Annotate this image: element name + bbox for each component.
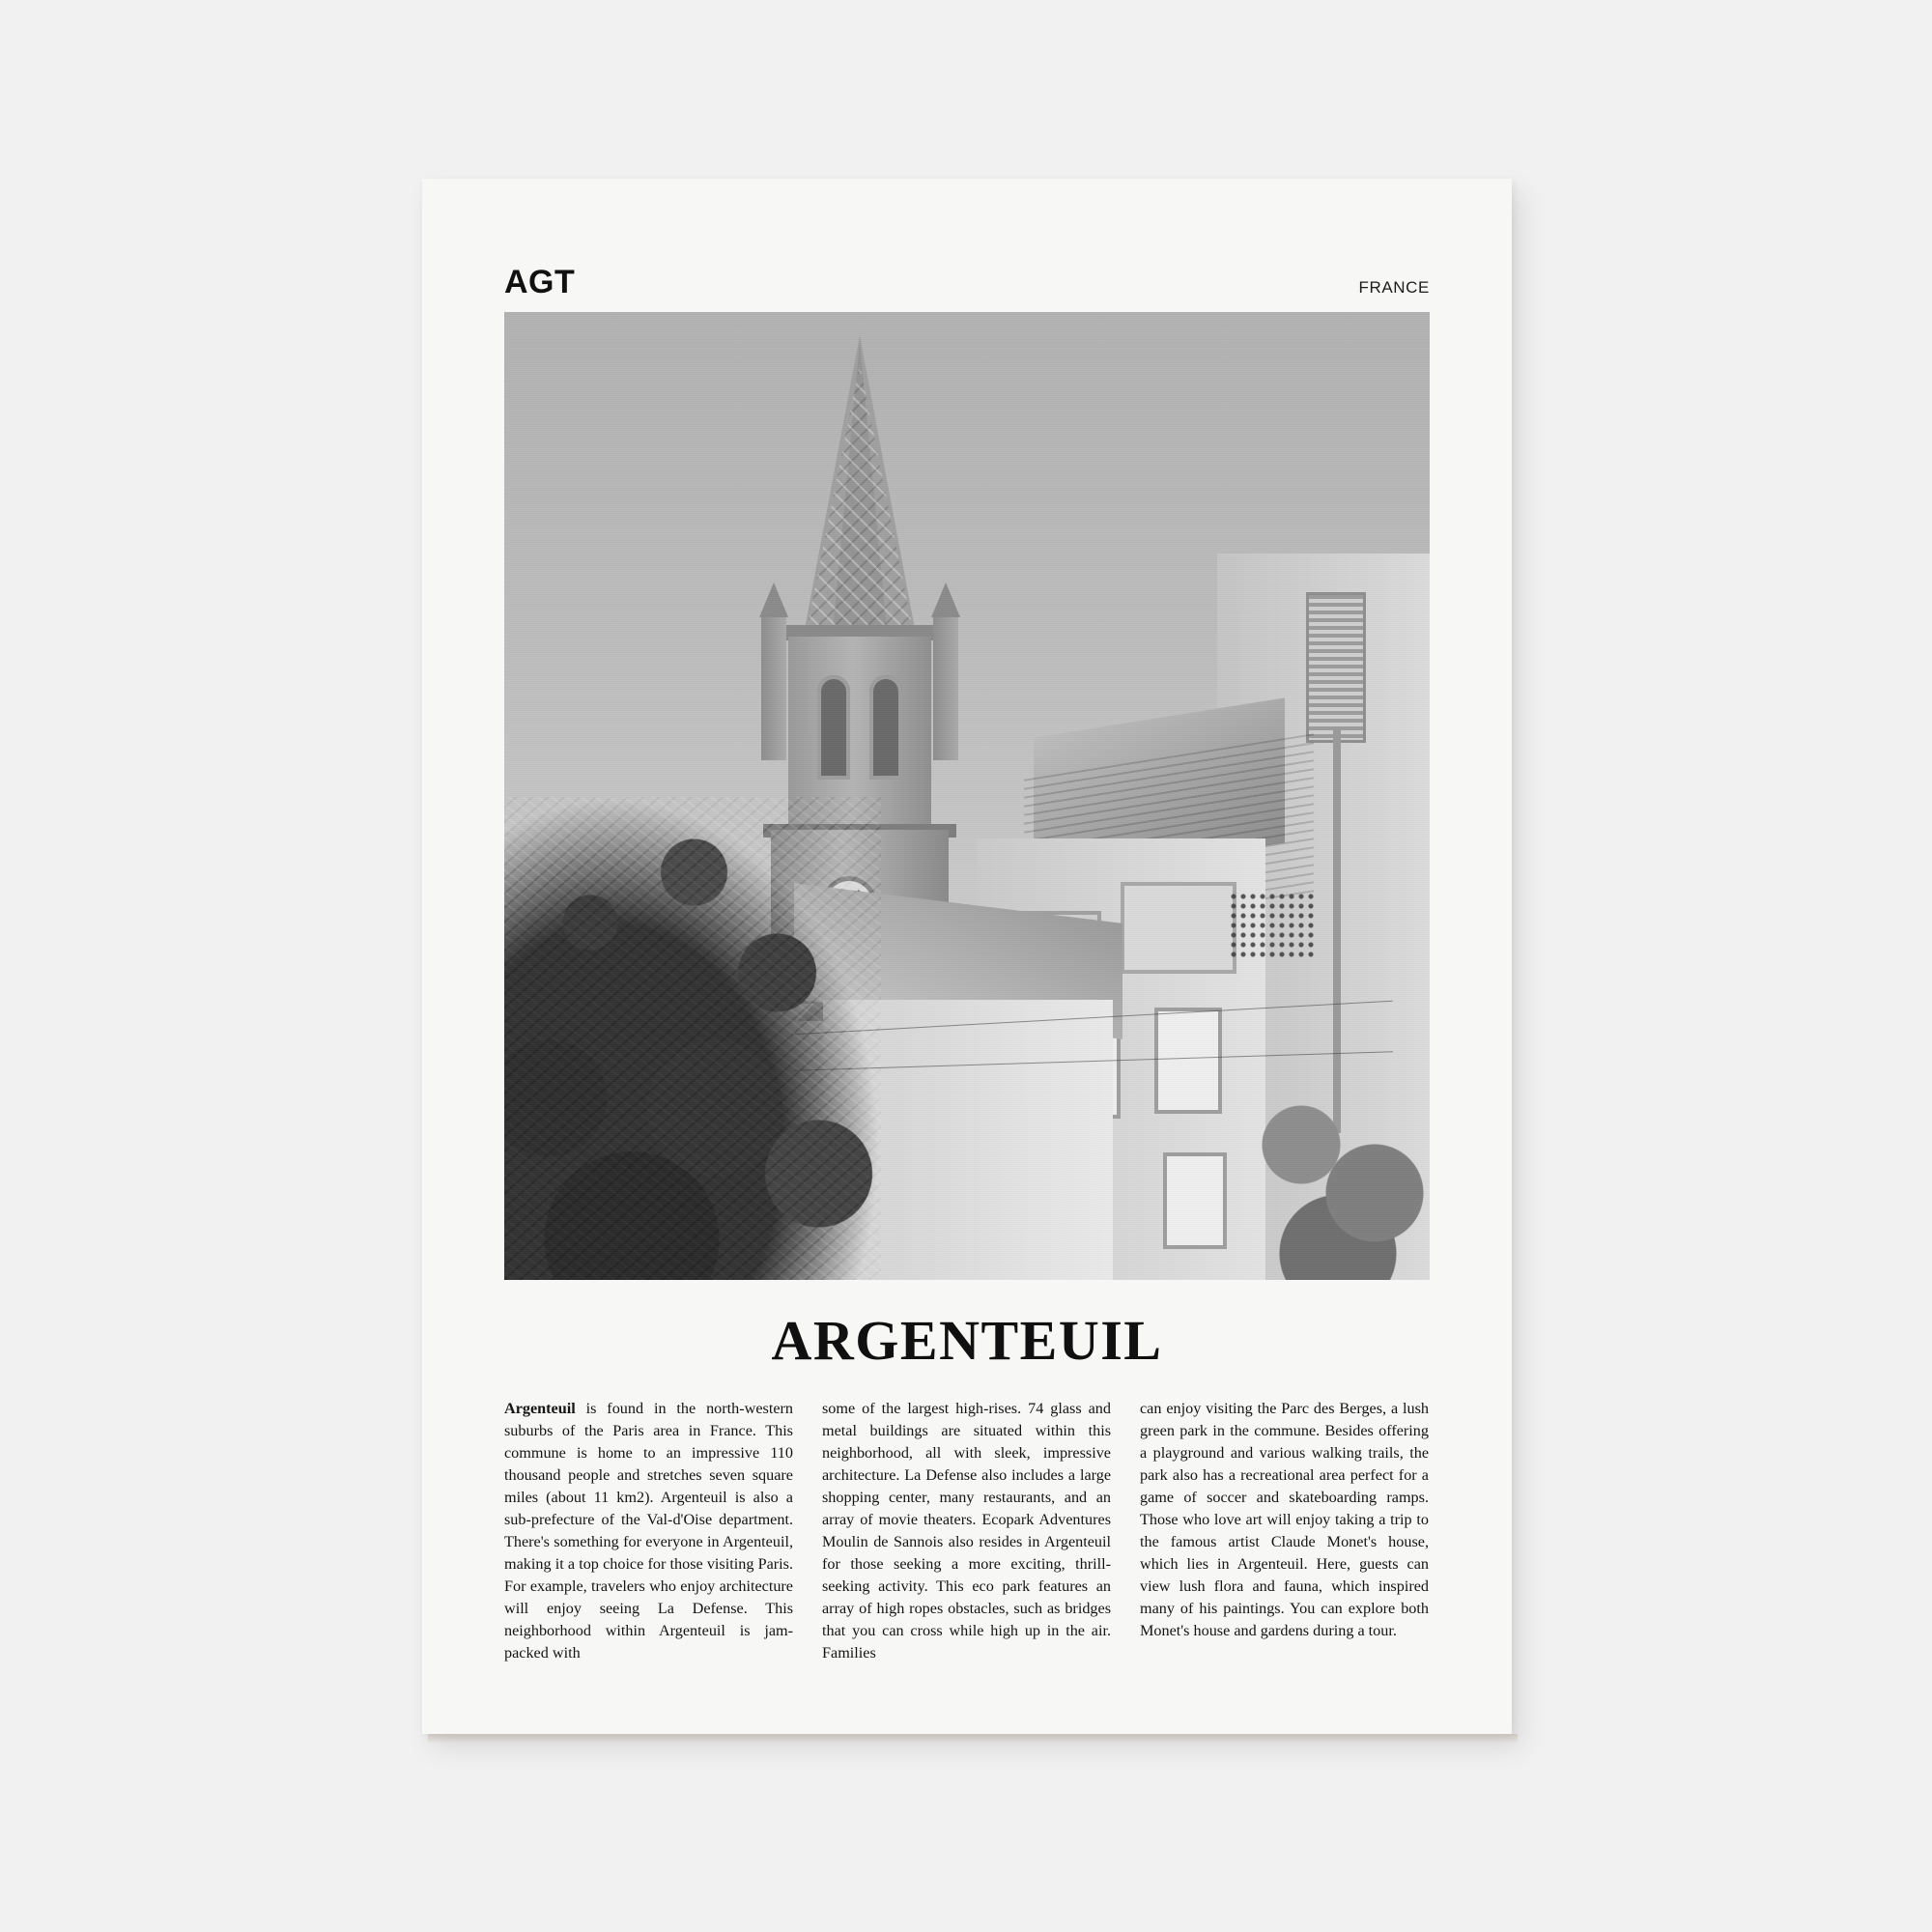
body-columns [504,1398,1430,1664]
poster-header [504,256,1430,298]
poster-content [504,256,1430,1662]
body-column-3: can enjoy visiting the Parc des Berges, a lush green park in the commune. Besides offering a playground and various walking trails, the park also has a recreational area perfect for a game of soccer and skateboarding ramps. Those who love art will enjoy taking a trip to the famous artist Claude Monet's house, which lies in Argenteuil. Here, guests can view lush flora and fauna, which inspired many of his paintings. You can explore both Monet's house and gardens during a tour. [1140,1400,1429,1639]
led-sign [1229,892,1318,961]
belfry-arch-right [869,675,902,780]
brand-logo: AGT [504,264,576,300]
wire-upper [794,1001,1392,1036]
page-title: ARGENTEUIL [771,1309,1163,1372]
turret-left [761,615,786,760]
body-column-2: some of the largest high-rises. 74 glass and metal buildings are situated within this neighborhood, all with sleek, impressive architecture. La Defense also includes a large shopping center, many restaurants, and an array of movie theaters. Ecopark Adventures Moulin de Sannois also resides in Argenteuil for those seeking a more exciting, thrill-seeking activity. This eco park features an array of high ropes obstacles, such as bridges that you can cross while high up in the air. Families [822,1400,1111,1662]
shutter-panel [1306,592,1366,743]
photo-image [504,312,1430,1280]
overhead-wires [794,988,1393,1123]
lead-word: Argenteuil [504,1400,576,1417]
poster-photo [504,312,1430,1280]
country-label: FRANCE [1358,278,1430,297]
wire-lower [794,1051,1393,1070]
belfry-arch-left [817,675,850,780]
window-3 [1163,1152,1227,1249]
tree-canopy [504,797,881,1280]
tree-texture [504,797,881,1280]
poster-sheet [422,179,1512,1734]
body-column-1 [504,1398,793,1664]
dormer-window-1 [1121,882,1236,974]
body-text-1: is found in the north-western suburbs of the Paris area in France. This commune is home to an impressive 110 thousand people and stretches seven square miles (about 11 km2). Argenteuil is also a sub-prefecture of the Val-d'Oise department. There's something for everyone in Argenteuil, making it a top choice for those visiting Paris. For example, travelers who enjoy architecture will enjoy seeing La Defense. This neighborhood within Argenteuil is jam-packed with [504,1400,793,1662]
turret-right [933,615,958,760]
